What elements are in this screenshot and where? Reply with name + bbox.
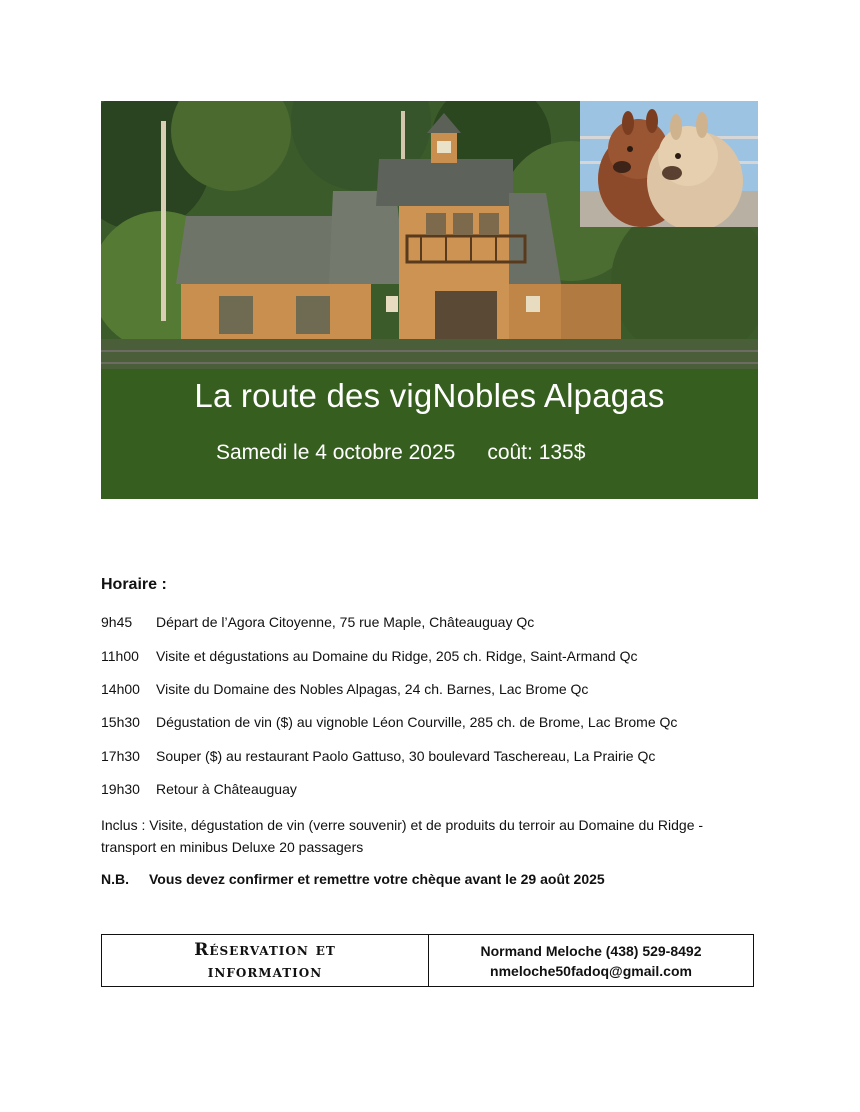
- schedule-time: 9h45: [101, 614, 133, 630]
- reservation-label-cell: [102, 935, 429, 986]
- schedule-text: Départ de l’Agora Citoyenne, 75 rue Maple, Châteauguay Qc: [156, 614, 535, 630]
- event-date-cost: [216, 441, 585, 465]
- reservation-contact-cell: [429, 935, 753, 986]
- schedule-time: 11h00: [101, 648, 139, 664]
- included-text: Inclus : Visite, dégustation de vin (verre souvenir) et de produits du terroir au Domaine du Ridge - transport en minibus Deluxe 20 passagers: [101, 817, 704, 855]
- reservation-label: Réservation et information: [194, 939, 336, 982]
- schedule-row: [101, 781, 297, 797]
- hero-photo: [101, 101, 758, 499]
- schedule-row: [101, 614, 534, 630]
- schedule-text: Retour à Châteauguay: [156, 781, 297, 797]
- event-cost: coût: 135$: [487, 441, 586, 464]
- schedule-time: 14h00: [101, 681, 140, 697]
- alpaca-photo: [580, 101, 758, 227]
- schedule-time: 19h30: [101, 781, 140, 797]
- schedule-row: [101, 748, 655, 764]
- contact-name-phone: Normand Meloche (438) 529-8492: [480, 942, 702, 959]
- schedule-text: Dégustation de vin ($) au vignoble Léon Courville, 285 ch. de Brome, Lac Brome Qc: [156, 714, 678, 730]
- schedule-text: Visite du Domaine des Nobles Alpagas, 24 ch. Barnes, Lac Brome Qc: [156, 681, 589, 697]
- schedule-time: 15h30: [101, 714, 140, 730]
- note: [101, 871, 605, 887]
- schedule-heading: Horaire :: [101, 576, 167, 593]
- event-date: Samedi le 4 octobre 2025: [216, 441, 456, 464]
- schedule-text: Visite et dégustations au Domaine du Ridge, 205 ch. Ridge, Saint-Armand Qc: [156, 648, 638, 664]
- note-label: N.B.: [101, 871, 129, 887]
- contact-email[interactable]: nmeloche50fadoq@gmail.com: [490, 962, 692, 979]
- event-title: La route des vigNobles Alpagas: [194, 377, 665, 414]
- schedule-time: 17h30: [101, 748, 140, 764]
- reservation-box: [101, 934, 754, 987]
- note-text: Vous devez confirmer et remettre votre chèque avant le 29 août 2025: [149, 871, 605, 887]
- schedule-row: [101, 681, 588, 697]
- schedule-row: [101, 714, 677, 730]
- schedule-text: Souper ($) au restaurant Paolo Gattuso, 30 boulevard Taschereau, La Prairie Qc: [156, 748, 656, 764]
- schedule-row: [101, 648, 637, 664]
